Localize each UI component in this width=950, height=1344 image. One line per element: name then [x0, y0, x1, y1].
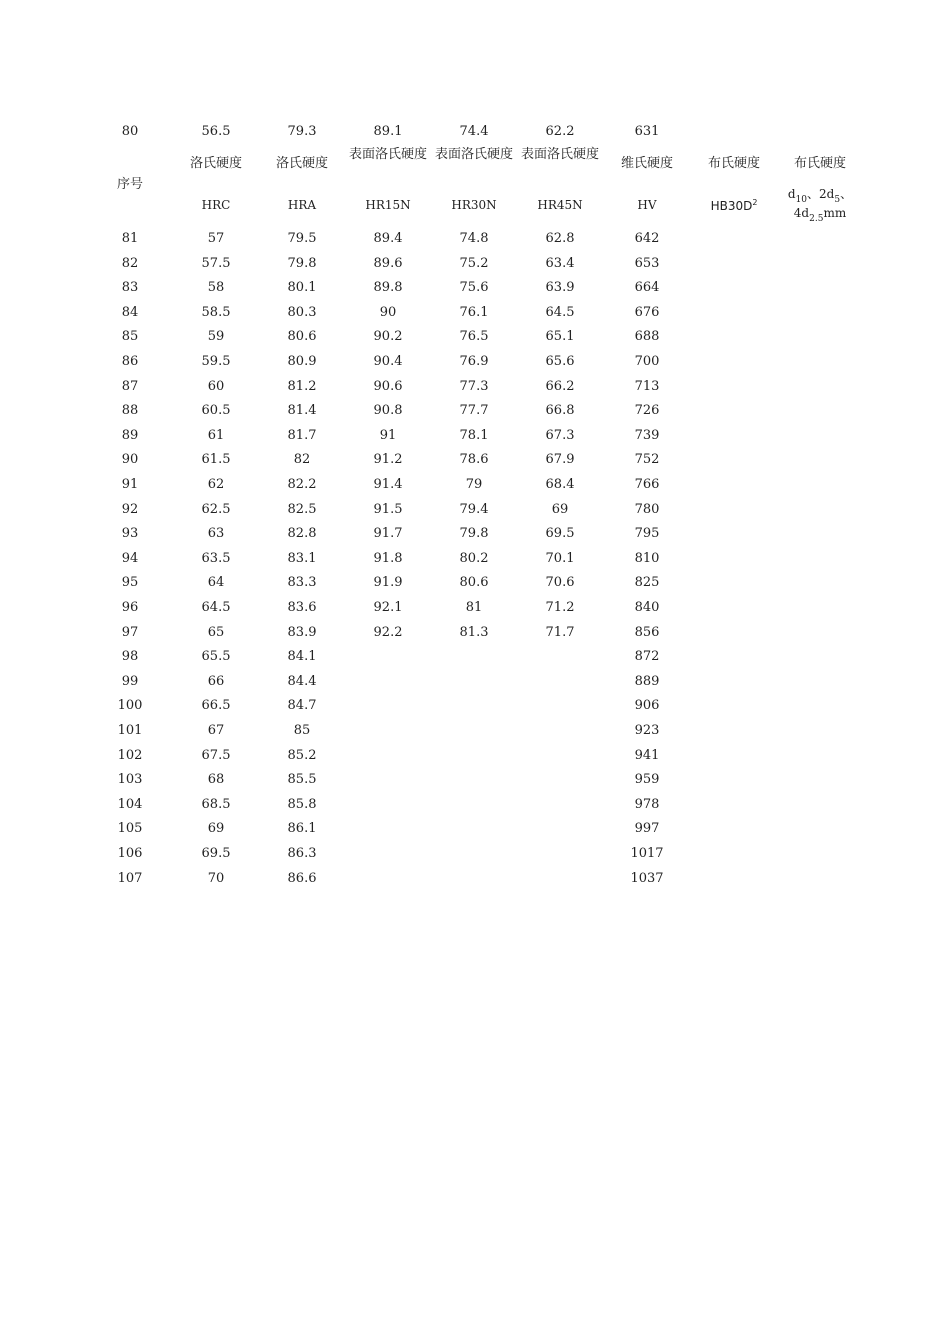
table-cell: 79.3	[287, 124, 317, 139]
header-name-hv: 维氏硬度	[620, 156, 674, 171]
table-cell: 80.1	[287, 280, 317, 296]
table-cell: 90.6	[373, 378, 403, 394]
table-cell: 65.1	[545, 329, 575, 345]
table-cell: 79.4	[459, 501, 489, 517]
table-cell: 74.4	[459, 124, 489, 139]
table-cell: 81	[465, 600, 483, 615]
hb-unit-text: HB30D	[710, 199, 753, 213]
table-cell: 631	[634, 124, 660, 139]
table-cell: 65.5	[201, 649, 231, 665]
table-cell: 60.5	[201, 403, 231, 419]
table-cell: 63.9	[545, 280, 575, 296]
table-cell: 69.5	[545, 526, 575, 542]
table-cell: 84.4	[287, 673, 317, 689]
table-cell: 81	[121, 231, 139, 246]
table-cell: 83	[121, 280, 139, 296]
table-cell: 810	[634, 550, 660, 566]
table-cell: 104	[117, 796, 143, 812]
table-cell: 85.5	[287, 772, 317, 788]
table-cell: 81.2	[287, 378, 317, 394]
table-cell: 81.3	[459, 624, 489, 640]
table-cell: 80.3	[287, 304, 317, 320]
header-unit-hr45n: HR45N	[537, 198, 583, 212]
table-cell: 61	[207, 427, 225, 443]
table-cell: 676	[634, 304, 660, 320]
table-cell: 86.3	[287, 846, 317, 861]
table-cell: 76.5	[459, 329, 489, 345]
header-unit-hr15n: HR15N	[365, 198, 411, 212]
table-cell: 81.7	[287, 427, 317, 443]
header-unit-hv: HV	[637, 198, 657, 212]
diam-text: 4d	[793, 206, 810, 220]
table-cell: 89.8	[373, 280, 403, 296]
table-cell: 726	[634, 403, 660, 419]
table-cell: 889	[634, 673, 660, 689]
table-cell: 66.5	[201, 698, 231, 714]
header-name-hra: 洛氏硬度	[275, 156, 329, 171]
diam-line-2	[788, 205, 852, 224]
header-unit-diam	[788, 186, 852, 224]
table-cell: 91.8	[373, 550, 403, 566]
table-cell: 69	[551, 501, 569, 517]
table-cell: 77.7	[459, 403, 489, 419]
table-cell: 71.7	[545, 624, 575, 640]
table-cell: 79	[465, 477, 483, 492]
table-cell: 856	[634, 624, 660, 640]
table-cell: 90.8	[373, 403, 403, 419]
table-cell: 82.8	[287, 526, 317, 542]
table-cell: 80.6	[287, 329, 317, 345]
table-cell: 79.5	[287, 231, 317, 246]
table-cell: 65.6	[545, 354, 575, 369]
table-cell: 91.4	[373, 477, 403, 492]
table-cell: 79.8	[459, 526, 489, 542]
table-cell: 700	[634, 354, 660, 369]
table-cell: 63	[207, 526, 225, 542]
table-cell: 62.2	[545, 124, 575, 139]
table-cell: 82	[293, 452, 311, 468]
table-cell: 80	[121, 124, 139, 139]
header-seq: 序号	[116, 177, 144, 192]
table-cell: 64.5	[545, 304, 575, 320]
header-unit-hrc: HRC	[201, 198, 231, 212]
table-cell: 91.9	[373, 575, 403, 591]
table-cell: 86.6	[287, 870, 317, 886]
table-cell: 76.1	[459, 304, 489, 320]
header-unit-hb	[711, 198, 758, 214]
table-cell: 78.1	[459, 427, 489, 443]
header-name-hb: 布氏硬度	[707, 156, 761, 171]
table-cell: 70	[207, 870, 225, 886]
table-cell: 653	[634, 255, 660, 271]
table-cell: 99	[121, 673, 139, 689]
table-cell: 56.5	[201, 124, 231, 139]
table-cell: 64.5	[201, 600, 231, 615]
table-cell: 85	[293, 723, 311, 738]
table-cell: 62.8	[545, 231, 575, 246]
table-cell: 91.5	[373, 501, 403, 517]
table-cell: 66.8	[545, 403, 575, 419]
table-cell: 70.1	[545, 550, 575, 566]
header-unit-hr30n: HR30N	[451, 198, 497, 212]
table-cell: 76.9	[459, 354, 489, 369]
table-cell: 872	[634, 649, 660, 665]
table-cell: 64	[207, 575, 225, 591]
table-cell: 91.2	[373, 452, 403, 468]
table-cell: 66	[207, 673, 225, 689]
table-cell: 75.6	[459, 280, 489, 296]
table-cell: 105	[117, 821, 143, 837]
table-cell: 86.1	[287, 821, 317, 837]
table-cell: 106	[117, 846, 143, 861]
table-cell: 71.2	[545, 600, 575, 615]
table-cell: 59	[207, 329, 225, 345]
table-cell: 67.3	[545, 427, 575, 443]
table-cell: 795	[634, 526, 660, 542]
table-cell: 82	[121, 255, 139, 271]
table-cell: 906	[634, 698, 660, 714]
table-cell: 67	[207, 723, 225, 738]
table-cell: 85.8	[287, 796, 317, 812]
table-cell: 94	[121, 550, 139, 566]
table-cell: 61.5	[201, 452, 231, 468]
table-cell: 67.9	[545, 452, 575, 468]
table-cell: 68.4	[545, 477, 575, 492]
header-name-hr30n: 表面洛氏硬度	[434, 147, 513, 162]
table-cell: 80.9	[287, 354, 317, 369]
table-cell: 80.6	[459, 575, 489, 591]
header-name-hr15n: 表面洛氏硬度	[348, 147, 427, 162]
table-cell: 91	[379, 427, 397, 443]
table-cell: 63.5	[201, 550, 231, 566]
table-cell: 688	[634, 329, 660, 345]
table-cell: 58	[207, 280, 225, 296]
table-cell: 1037	[630, 870, 664, 886]
table-cell: 941	[634, 747, 660, 763]
table-cell: 102	[117, 747, 143, 763]
table-cell: 60	[207, 378, 225, 394]
table-cell: 84.7	[287, 698, 317, 714]
table-cell: 90	[379, 304, 397, 320]
table-cell: 90	[121, 452, 139, 468]
table-cell: 90.2	[373, 329, 403, 345]
table-cell: 86	[121, 354, 139, 369]
table-cell: 1017	[630, 846, 664, 861]
table-cell: 923	[634, 723, 660, 738]
table-cell: 90.4	[373, 354, 403, 369]
table-cell: 70.6	[545, 575, 575, 591]
table-cell: 713	[634, 378, 660, 394]
hb-unit-sup: 2	[752, 198, 758, 207]
diam-text: d	[787, 187, 796, 201]
table-cell: 101	[117, 723, 143, 738]
table-cell: 96	[121, 600, 139, 615]
table-cell: 766	[634, 477, 660, 492]
table-cell: 85	[121, 329, 139, 345]
table-cell: 997	[634, 821, 660, 837]
table-cell: 79.8	[287, 255, 317, 271]
header-name-hr45n: 表面洛氏硬度	[520, 147, 599, 162]
header-unit-hra: HRA	[287, 198, 317, 212]
table-cell: 978	[634, 796, 660, 812]
diam-line-1	[788, 186, 852, 205]
table-cell: 83.3	[287, 575, 317, 591]
table-cell: 87	[121, 378, 139, 394]
table-cell: 83.9	[287, 624, 317, 640]
table-cell: 780	[634, 501, 660, 517]
table-cell: 68	[207, 772, 225, 788]
table-cell: 67.5	[201, 747, 231, 763]
diam-text: mm	[823, 206, 847, 220]
table-cell: 81.4	[287, 403, 317, 419]
table-cell: 77.3	[459, 378, 489, 394]
table-cell: 69	[207, 821, 225, 837]
table-cell: 95	[121, 575, 139, 591]
table-cell: 83.6	[287, 600, 317, 615]
table-cell: 100	[117, 698, 143, 714]
diam-text: 、	[840, 187, 853, 201]
diam-sub: 10	[795, 195, 808, 205]
table-cell: 959	[634, 772, 660, 788]
table-cell: 93	[121, 526, 139, 542]
table-cell: 69.5	[201, 846, 231, 861]
table-cell: 92	[121, 501, 139, 517]
header-name-hb-diam: 布氏硬度	[793, 156, 847, 171]
diam-sub: 5	[834, 195, 841, 205]
table-cell: 80.2	[459, 550, 489, 566]
table-cell: 97	[121, 624, 139, 640]
table-cell: 840	[634, 600, 660, 615]
table-cell: 83.1	[287, 550, 317, 566]
table-cell: 103	[117, 772, 143, 788]
table-cell: 89.4	[373, 231, 403, 246]
table-cell: 57	[207, 231, 225, 246]
table-cell: 85.2	[287, 747, 317, 763]
table-cell: 78.6	[459, 452, 489, 468]
diam-sub: 2.5	[809, 214, 824, 224]
table-cell: 57.5	[201, 255, 231, 271]
table-cell: 65	[207, 624, 225, 640]
table-cell: 74.8	[459, 231, 489, 246]
table-cell: 752	[634, 452, 660, 468]
table-cell: 88	[121, 403, 139, 419]
table-cell: 68.5	[201, 796, 231, 812]
table-cell: 66.2	[545, 378, 575, 394]
table-cell: 89.1	[373, 124, 403, 139]
table-cell: 63.4	[545, 255, 575, 271]
table-cell: 62	[207, 477, 225, 492]
table-cell: 89.6	[373, 255, 403, 271]
table-cell: 59.5	[201, 354, 231, 369]
table-cell: 739	[634, 427, 660, 443]
table-cell: 82.5	[287, 501, 317, 517]
table-cell: 825	[634, 575, 660, 591]
table-cell: 642	[634, 231, 660, 246]
table-cell: 98	[121, 649, 139, 665]
table-cell: 82.2	[287, 477, 317, 492]
table-cell: 91	[121, 477, 139, 492]
table-cell: 62.5	[201, 501, 231, 517]
table-cell: 107	[117, 870, 143, 886]
table-cell: 664	[634, 280, 660, 296]
diam-text: 、2d	[807, 187, 835, 201]
table-cell: 84	[121, 304, 139, 320]
table-cell: 92.1	[373, 600, 403, 615]
table-cell: 91.7	[373, 526, 403, 542]
table-cell: 75.2	[459, 255, 489, 271]
table-cell: 92.2	[373, 624, 403, 640]
table-cell: 84.1	[287, 649, 317, 665]
table-cell: 58.5	[201, 304, 231, 320]
header-name-hrc: 洛氏硬度	[189, 156, 243, 171]
table-cell: 89	[121, 427, 139, 443]
